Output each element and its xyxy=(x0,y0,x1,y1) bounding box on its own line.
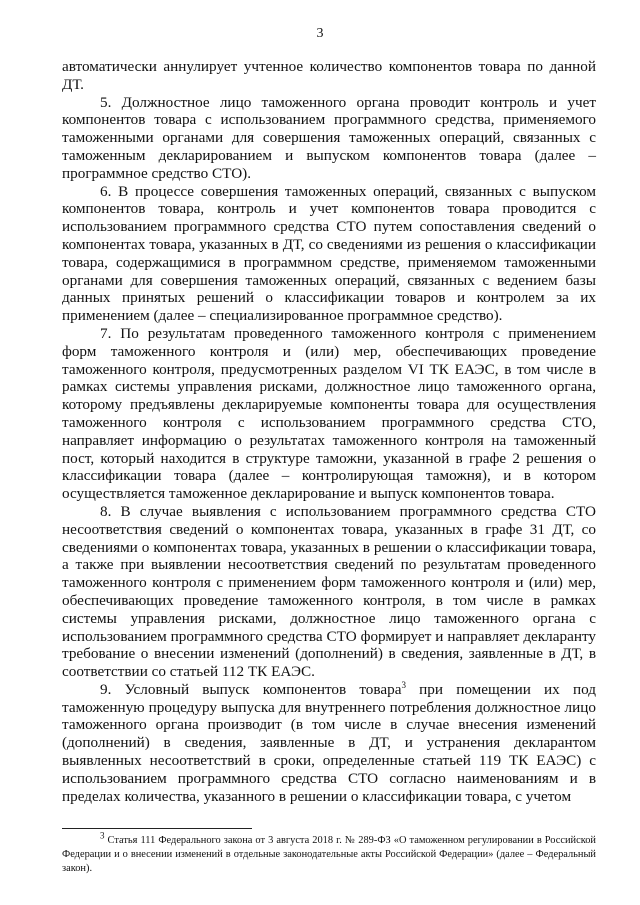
body-text xyxy=(62,58,596,805)
paragraph-6: 6. В процессе совершения таможенных операций, связанных с выпуском компонентов товара, контроль и учет компонентов товара проводится с использованием программного средства СТО путем сопоставления сведений о компонентах товара, указанных в ДТ, со сведениями из решения о классификации товара, содержащимися в программном средстве, применяемом таможенными органами для совершения таможенных операций, связанных с ведением базы данных принятых решений о классификации товаров и контролем за их применением (далее – специализированное программное средство). xyxy=(62,182,596,325)
footnote xyxy=(62,830,596,876)
paragraph-continuation: автоматически аннулирует учтенное количество компонентов товара по данной ДТ. xyxy=(62,58,596,93)
footnote-reference: 3 xyxy=(401,679,406,690)
footnote-text: Статья 111 Федерального закона от 3 августа 2018 г. № 289-ФЗ «О таможенном регулировании в Российской Федерации и о внесении изменений в отдельные законодательные акты Российской Федерации» (далее – Федеральный закон). xyxy=(62,835,596,874)
paragraph-9-rest: при помещении их под таможенную процедуру выпуска для внутреннего потребления должностное лицо таможенного органа производит (в том числе в случае внесения изменений (дополнений) в сведения, заявленные в ДТ, и устранения декларантом выявленных несоответствий в сроки, определенные статьей 119 ТК ЕАЭС) с использованием программного средства СТО согласно наименованиям и в пределах количества, указанного в решении о классификации товара, с учетом xyxy=(62,680,596,805)
paragraph-7: 7. По результатам проведенного таможенного контроля с применением форм таможенного контроля и (или) мер, обеспечивающих проведение таможенного контроля, предусмотренных разделом VI ТК ЕАЭС, в том числе в рамках системы управления рисками, должностное лицо таможенного органа, которому предъявлены декларируемые компоненты товара для осуществления таможенного контроля с использованием программного средства СТО, направляет информацию о результатах таможенного контроля на таможенный пост, который находится в структуре таможни, указанной в графе 2 решения о классификации товара (далее – контролирующая таможня), и в котором осуществляется таможенное декларирование и выпуск компонентов товара. xyxy=(62,324,596,503)
footnote-mark: 3 xyxy=(100,830,105,841)
paragraph-9 xyxy=(62,681,596,806)
page-number: 3 xyxy=(316,26,324,41)
paragraph-8: 8. В случае выявления с использованием программного средства СТО несоответствия сведений о компонентах товара, указанных в графе 31 ДТ, со сведениями о компонентах товара, указанных в решении о классификации товара, а также при выявлении несоответствия сведений по результатам проведенного таможенного контроля с применением форм таможенного контроля и (или) мер, обеспечивающих проведение таможенного контроля, в том числе в рамках системы управления рисками, должностное лицо таможенного органа с использованием программного средства СТО формирует и направляет декларанту требование о внесении изменений (дополнений) в сведения, заявленные в ДТ, в соответствии со статьей 112 ТК ЕАЭС. xyxy=(62,502,596,681)
footnote-separator xyxy=(62,828,252,829)
paragraph-5: 5. Должностное лицо таможенного органа проводит контроль и учет компонентов товара с использованием программного средства, применяемого таможенными органами для совершения таможенных операций, связанных с таможенным декларированием и выпуском компонентов товара (далее – программное средство СТО). xyxy=(62,93,596,182)
paragraph-9-start: 9. Условный выпуск компонентов товара xyxy=(100,680,402,698)
